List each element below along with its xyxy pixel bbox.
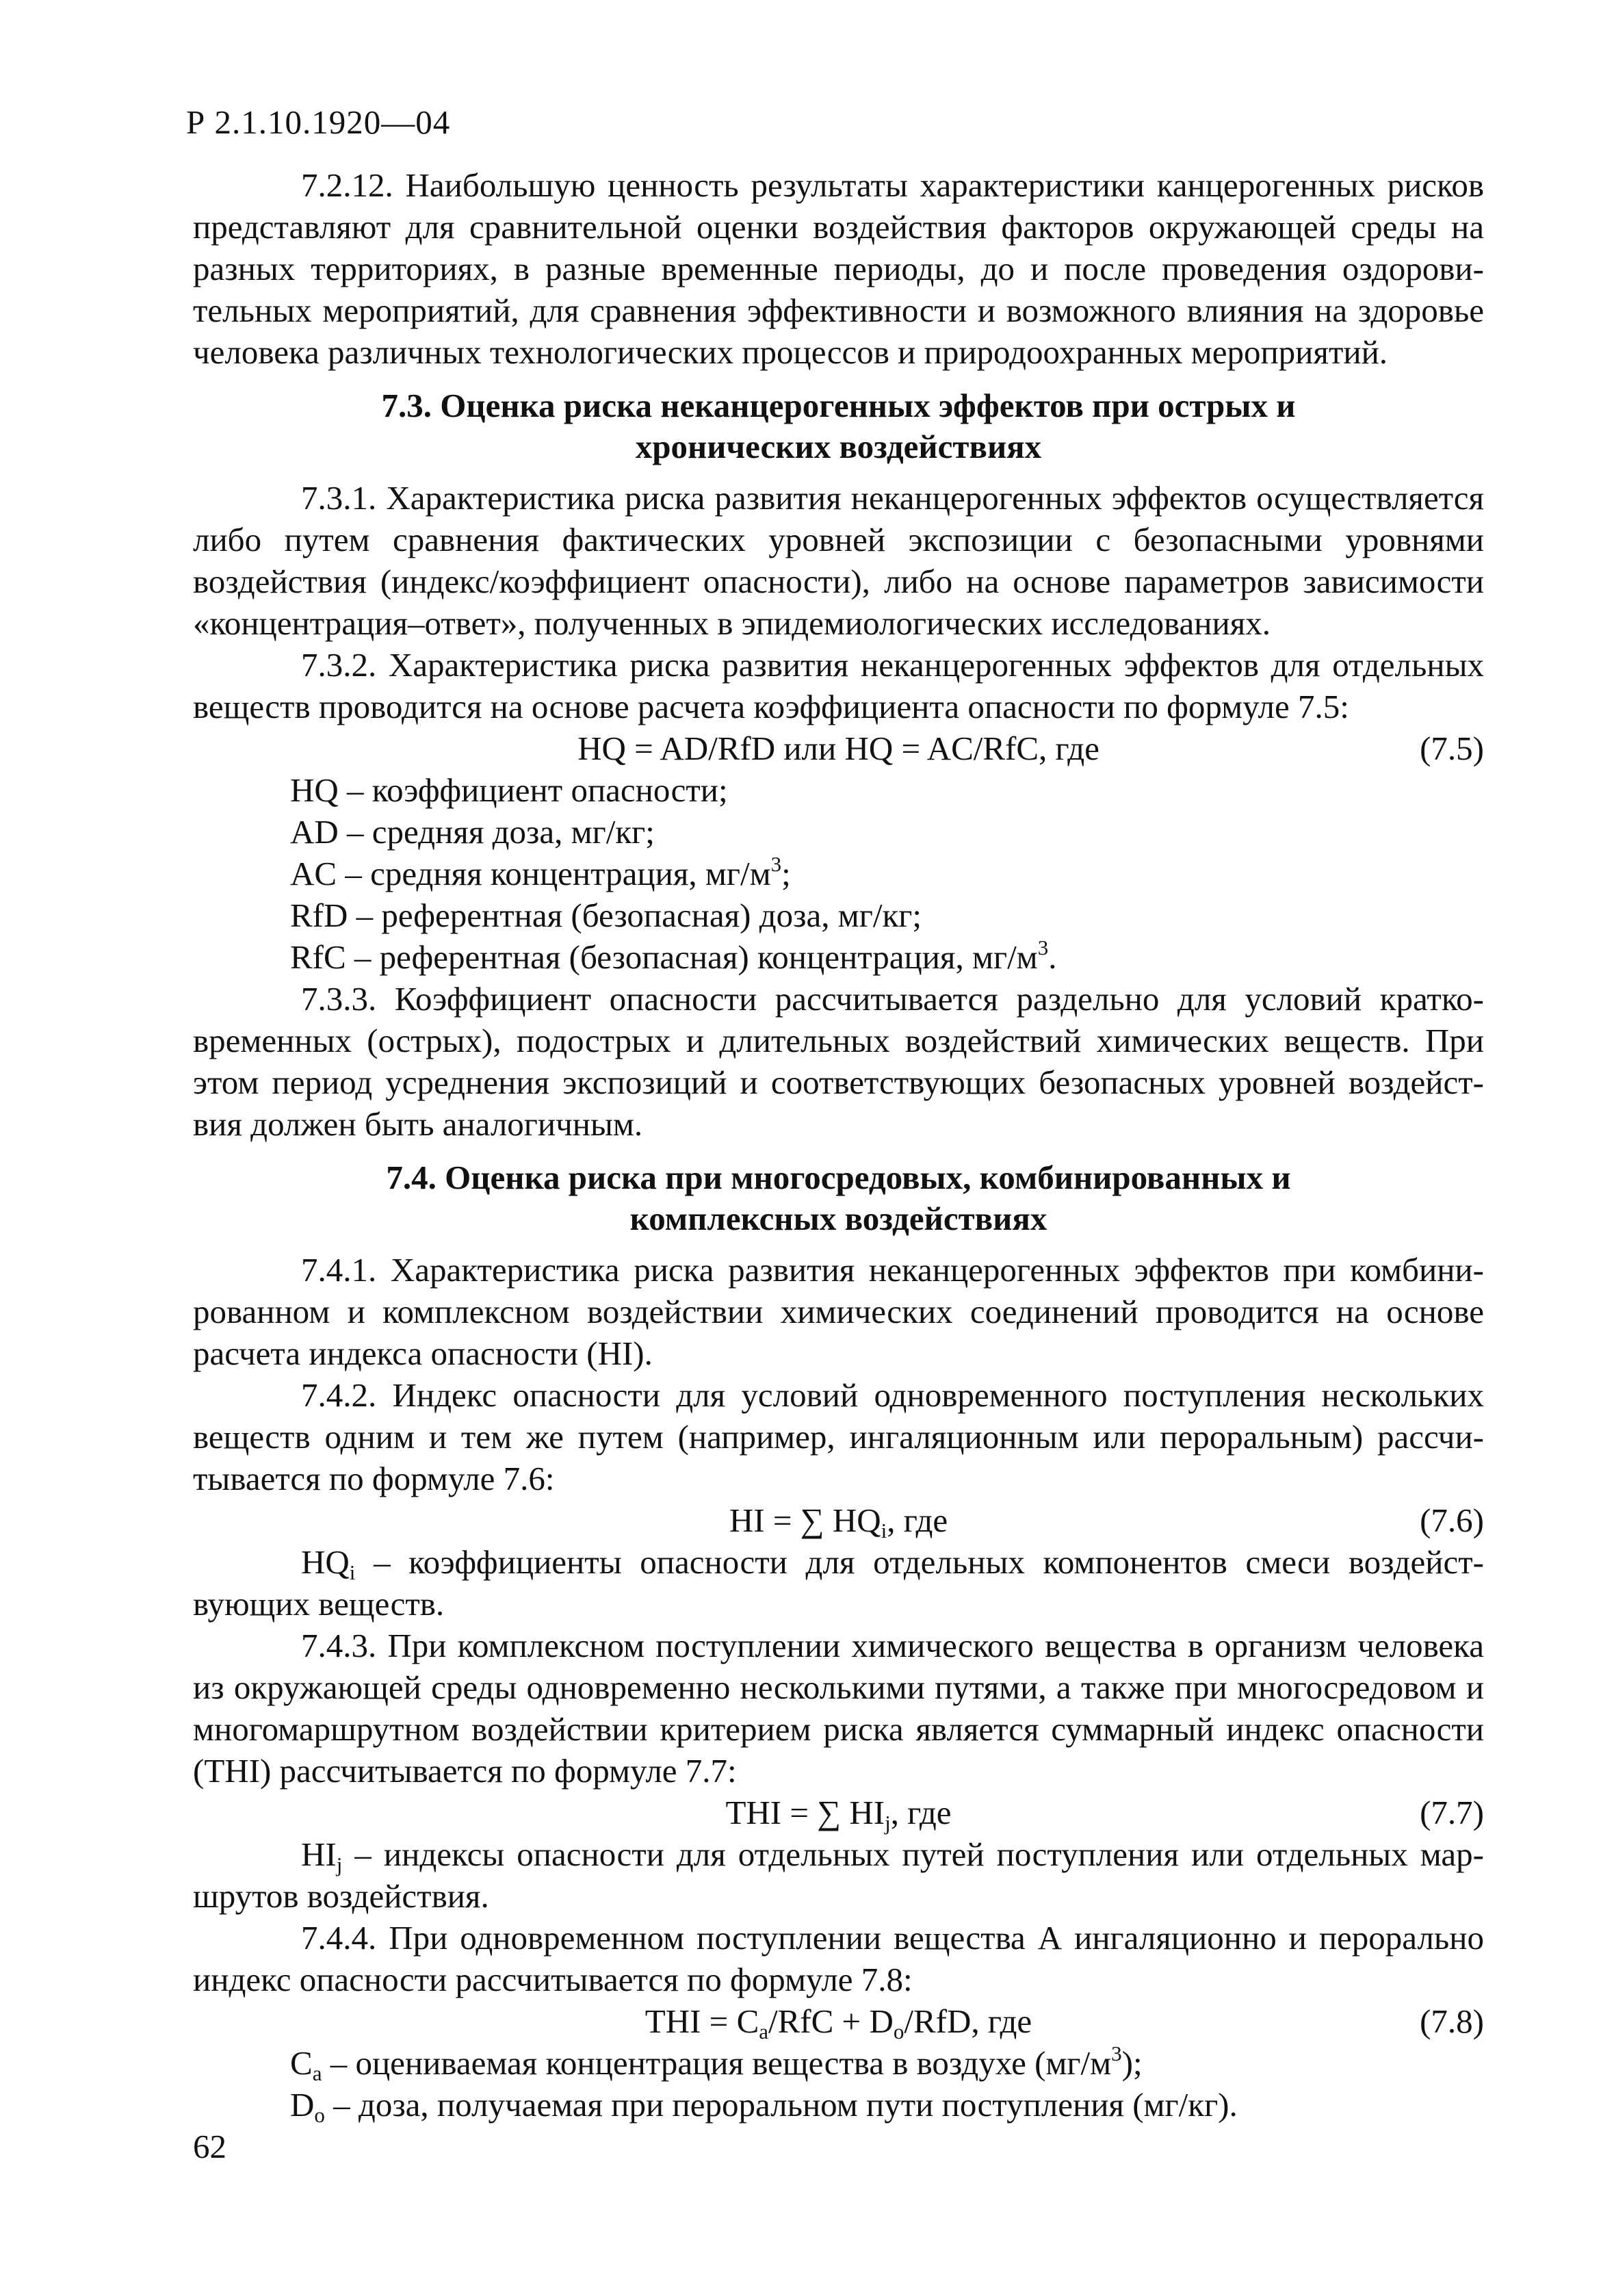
paragraph-7-3-2: 7.3.2. Характеристика риска развития неканцерогенных эффектов для отдельных веществ проводится на основе расчета коэффициента опасности по формуле 7.5:: [193, 646, 1484, 725]
formula-7-7-number: (7.7): [1420, 1794, 1484, 1831]
heading-7-4-line-2: комплексных воздействиях: [629, 1200, 1047, 1237]
heading-7-3-line-2: хронических воздействиях: [635, 428, 1042, 465]
definition-hij: $HI_j$ – индексы опасности для отдельных путей поступления или отдельных маршрутов воздействия.: [193, 1835, 1484, 1915]
formula-7-8-expression: THI = $C_a$/RfC + $D_o$/RfD, где: [645, 2002, 1032, 2043]
heading-7-4: [193, 1157, 1484, 1239]
page-number: 62: [193, 2128, 226, 2165]
definition-ac: AC – средняя концентрация, $мг/м^3$;: [290, 852, 791, 892]
formula-7-5-number: (7.5): [1420, 730, 1484, 767]
definition-hq: HQ – коэффициент опасности;: [290, 771, 728, 809]
formula-7-6-expression: HI = ∑ $HQ_i$, где: [729, 1501, 948, 1543]
formula-7-5: [193, 727, 1484, 769]
definition-hqi: $HQ_i$ – коэффициенты опасности для отдельных компонентов смеси воздействующих веществ.: [193, 1543, 1484, 1623]
document-code-header: Р 2.1.10.1920—04: [186, 103, 451, 141]
formula-7-6: [193, 1499, 1484, 1541]
definition-ca: $C_a$ – оцениваемая концентрация вещества в воздухе $(мг/м^3)$;: [290, 2041, 1143, 2085]
definition-do: $D_o$ – доза, получаемая при пероральном пути поступления (мг/кг).: [290, 2086, 1238, 2127]
formula-7-7-expression: THI = ∑ $HI_j$, где: [725, 1794, 952, 1835]
paragraph-7-4-2: 7.4.2. Индекс опасности для условий одновременного поступления нескольких веществ одним и тем же путем (например, ингаляционным или пероральным) рассчитывается по формуле 7.6:: [193, 1376, 1484, 1497]
paragraph-7-2-12: 7.2.12. Наибольшую ценность результаты характеристики канцерогенных рисков представляют для сравнительной оценки воздействия факторов окружающей среды на разных территориях, в разные временные периоды, до и после проведения оздоровительных мероприятий, для сравнения эффективности и возможного влияния на здоровье человека различных технологических процессов и природоохранных мероприятий.: [193, 166, 1484, 371]
formula-7-6-number: (7.6): [1420, 1501, 1484, 1539]
paragraph-7-3-3: 7.3.3. Коэффициент опасности рассчитывается раздельно для условий кратковременных (острых), подострых и длительных воздействий химических веществ. При этом период усреднения экспозиций и соответствующих безопасных уровней воздействия должен быть аналогичным.: [193, 980, 1484, 1143]
definition-rfd: RfD – референтная (безопасная) доза, мг/кг;: [290, 897, 922, 934]
paragraph-7-4-1: 7.4.1. Характеристика риска развития неканцерогенных эффектов при комбинированном и комплексном воздействии химических соединений проводится на основе расчета индекса опасности (HI).: [193, 1251, 1484, 1372]
paragraph-7-4-3: 7.4.3. При комплексном поступлении химического вещества в организм человека из окружающей среды одновременно несколькими путями, а также при многосредовом и многомаршрутном воздействии критерием риска является суммарный индекс опасности (THI) рассчитывается по формуле 7.7:: [193, 1627, 1484, 1790]
definition-rfc: RfC – референтная (безопасная) концентрация, $мг/м^3$.: [290, 936, 1057, 976]
heading-7-3: [193, 385, 1484, 467]
formula-7-7: [193, 1792, 1484, 1833]
heading-7-4-line-1: 7.4. Оценка риска при многосредовых, комбинированных и: [386, 1159, 1291, 1196]
paragraph-7-3-1: 7.3.1. Характеристика риска развития неканцерогенных эффектов осуществляется либо путем сравнения фактических уровней экспозиции с безопасными уровнями воздействия (индекс/коэффициент опасности), либо на основе параметров зависимости «концентрация–ответ», полученных в эпидемиологических исследованиях.: [193, 479, 1484, 642]
definition-ad: AD – средняя доза, мг/кг;: [290, 813, 655, 851]
formula-7-8-number: (7.8): [1420, 2002, 1484, 2040]
formula-7-5-expression: HQ = AD/RfD или HQ = AC/RfC, где: [577, 730, 1099, 767]
heading-7-3-line-1: 7.3. Оценка риска неканцерогенных эффектов при острых и: [381, 387, 1296, 424]
formula-7-8: [193, 2000, 1484, 2042]
paragraph-7-4-4: 7.4.4. При одновременном поступлении вещества А ингаляционно и перорально индекс опасности рассчитывается по формуле 7.8:: [193, 1919, 1484, 1998]
page-body: [193, 164, 1484, 2126]
